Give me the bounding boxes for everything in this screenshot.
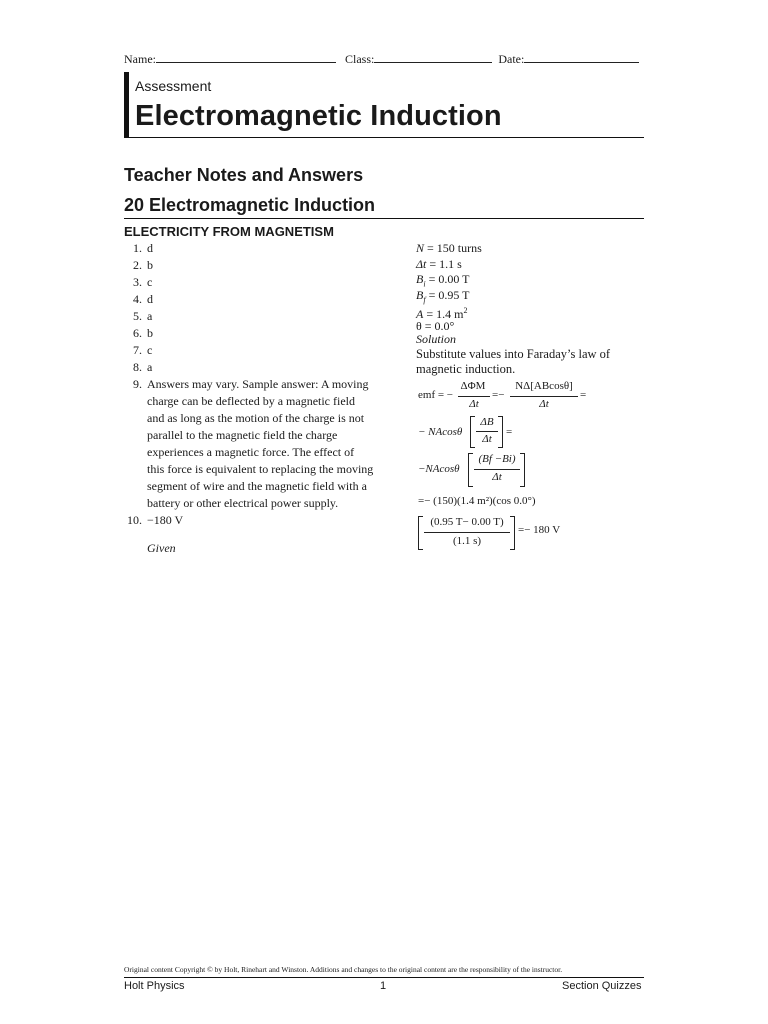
equation-result: (0.95 T− 0.00 T) (1.1 s) =− 180 V: [418, 514, 648, 552]
solution-text: Substitute values into Faraday’s law of magnetic induction.: [416, 347, 611, 376]
title-accent-bar: [124, 72, 129, 137]
list-item: 4. d: [133, 292, 153, 306]
equation-step2: − NAcosθ ΔB Δt =: [418, 414, 648, 450]
page-title: Electromagnetic Induction: [135, 100, 502, 132]
title-rule: [124, 137, 644, 138]
chapter-heading: 20 Electromagnetic Induction: [124, 195, 376, 215]
date-label: Date:: [498, 52, 525, 66]
teacher-notes-heading: Teacher Notes and Answers: [124, 165, 364, 185]
list-item: 5. a: [133, 309, 153, 323]
name-label: Name:: [124, 52, 156, 66]
given-a: A = 1.4 $m^2$: [416, 306, 468, 321]
section-heading: ELECTRICITY FROM MAGNETISM: [124, 224, 334, 239]
equation-step4: =− (150)(1.4 m²)(cos 0.0°): [418, 495, 536, 507]
student-info-line: [124, 52, 644, 67]
class-label: Class:: [345, 52, 375, 66]
list-item: 2. b: [133, 258, 153, 272]
given-values: [416, 241, 482, 334]
given-label: Given: [147, 541, 176, 555]
equation-faraday: emf = − ΔΦM Δt =− NΔ[ABcosθ] Δt =: [418, 380, 587, 410]
list-item: 9. Answers may vary. Sample answer: A moving charge can be deflected by a magnetic field and as long as the motion of the charge is not parallel to the magnetic field the charge experiences a magnetic force. The effect of this force is equivalent to replacing the moving segment of wire and the magnetic field with a battery or other electrical power supply.: [133, 377, 374, 510]
solution-label: Solution: [416, 332, 457, 346]
footer-book-title: Holt Physics: [124, 980, 185, 992]
page-number: 1: [380, 980, 387, 992]
list-item: 10. −180 V: [127, 513, 184, 527]
footer-rule: [124, 977, 644, 978]
given-bi: $B_i = 0.00$ T: [416, 272, 470, 289]
given-n: N = 150 turns: [416, 241, 482, 255]
list-item: 8. a: [133, 360, 153, 374]
chapter-rule: [124, 218, 644, 219]
assessment-kicker: Assessment: [135, 78, 212, 94]
footer-section: Section Quizzes: [562, 980, 642, 992]
answer-list: [124, 240, 374, 529]
list-item: 3. c: [133, 275, 153, 289]
copyright-note: Original content Copyright © by Holt, Rinehart and Winston. Additions and changes to the original content are the responsibility of the instructor.: [124, 965, 563, 974]
name-blank: [156, 52, 336, 63]
list-item: 6. b: [133, 326, 153, 340]
list-item: 7. c: [133, 343, 153, 357]
given-bf: $B_f = 0.95$ T: [416, 287, 470, 304]
equation-step3: −NAcosθ (Bf −Bi) Δt: [418, 451, 648, 489]
date-blank: [524, 52, 639, 63]
given-theta: θ = 0.0°: [416, 318, 455, 333]
class-blank: [374, 52, 492, 63]
list-item: 1. d: [133, 241, 153, 255]
given-dt: Δt = 1.1 s: [416, 256, 462, 271]
